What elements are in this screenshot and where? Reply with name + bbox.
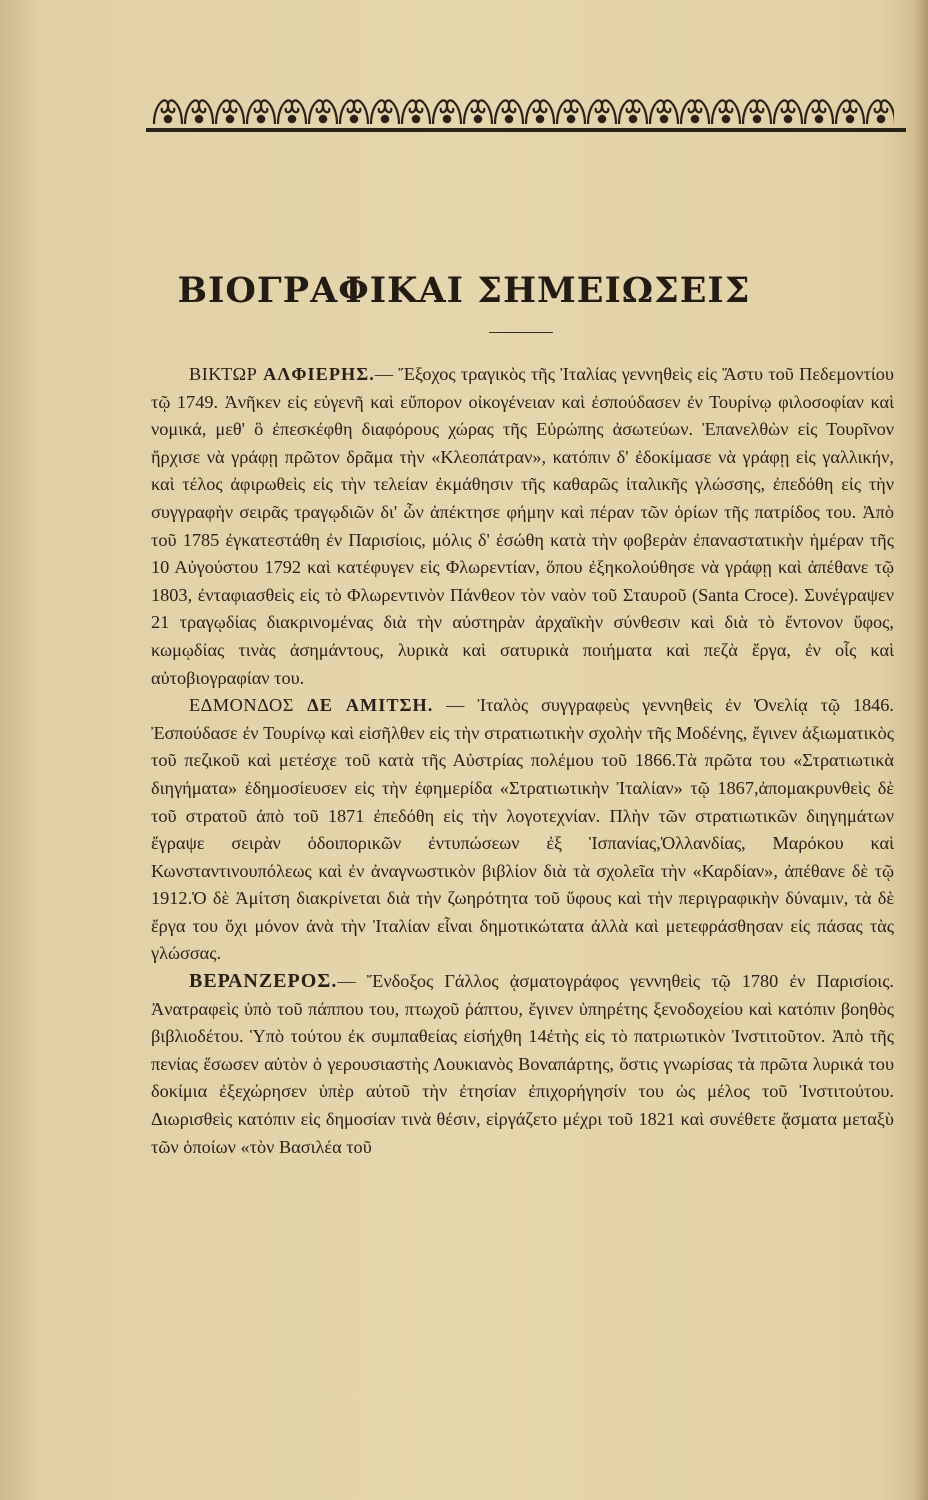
entry-text: — Ἔνδοξος Γάλλος ᾀσματογράφος γεννηθεὶς τῷ 1780 ἐν Παρισίοις. Ἀνατραφεὶς ὑπὸ τοῦ πάππου του, πτωχοῦ ῥάπτου, ἔγινεν ὑπηρέτης ξενοδοχείου καὶ κατόπιν βοηθὸς βιβλιοδέτου. Ὑπὸ τούτου ἐκ συμπαθείας εἰσήχθη 14ἐτὴς εἰς τὸ πατριωτικὸν Ἰνστιτοῦτον. Ἀπὸ τῆς πενίας ἔσωσεν αὐτὸν ὁ γερουσιαστὴς Λουκιανὸς Βοναπάρτης, ὅστις γνωρίσας τὰ πρῶτα λυρικά του δοκίμια ἐξεχώρησεν ὑπὲρ αὐτοῦ τὴν ἐτησίαν ἐπιχορήγησίν του ὡς μέλος τοῦ Ἰνστιτούτου. Διωρισθεὶς κατόπιν εἰς δημοσίαν τινὰ θέσιν, εἰργάζετο μέχρι τοῦ 1821 καὶ συνέθετε ᾄσματα μεταξὺ τῶν ὁποίων «τὸν Βασιλέα τοῦ [151,971,894,1157]
ornament-dot [258,116,264,122]
ornament-dot [568,116,574,122]
ornament-dot [506,116,512,122]
entry-alfieri [151,361,894,692]
ornament-dot [847,116,853,122]
ornament-dot [227,116,233,122]
ornament-dot [723,116,729,122]
ornament-dot [382,116,388,122]
page-title: ΒΙΟΓΡΑΦΙΚΑΙ ΣΗΜΕΙΩΣΕΙΣ [177,270,751,311]
ornament-dot [692,116,698,122]
entry-beranger [151,968,894,1161]
ornament-dot [475,116,481,122]
ornament-dot [785,116,791,122]
ornament-dot [196,116,202,122]
page-edge-shadow [914,0,928,1500]
ornament-dot [537,116,543,122]
entry-text: — Ἔξοχος τραγικὸς τῆς Ἰταλίας γεννηθεὶς εἰς Ἄστυ τοῦ Πεδεμοντίου τῷ 1749. Ἀνῆκεν εἰς εὐγενῆ καὶ εὔπορον οἰκογένειαν καὶ ἐσπούδασεν ἐν Τουρίνῳ φιλοσοφίαν καὶ νομικά, μεθ' ὃ ἐπεσκέφθη διαφόρους χώρας τῆς Εὐρώπης ἀσωτεύων. Ἐπανελθὼν εἰς Τουρῖνον ἤρχισε νὰ γράφῃ πρῶτον δρᾶμα τὴν «Κλεοπάτραν», κατόπιν δ' ἐδοκίμασε νὰ γράφῃ εἰς γαλλικήν, καὶ τέλος ἀφιρωθεὶς εἰς τὴν τελείαν ἐκμάθησιν τῆς καθαρῶς ἰταλικῆς γλώσσης, ἐπεδόθη εἰς τὴν συγγραφὴν σειρᾶς τραγῳδιῶν δι' ὧν ἀπέκτησε φήμην καὶ πέραν τῶν ὁρίων τῆς πατρίδος του. Ἀπὸ τοῦ 1785 ἐγκατεστάθη ἐν Παρισίοις, μόλις δ' ἐσώθη κατὰ τὴν φοβερὰν ἐπαναστατικὴν ἡμέραν τῆς 10 Αὐγούστου 1792 καὶ κατέφυγεν εἰς Φλωρεντίαν, ὅπου ἐξηκολούθησε νὰ γράφῃ καὶ ἀπέθανε τῷ 1803, ἐνταφιασθεὶς εἰς τὸ Φλωρεντινὸν Πάνθεον τὸν ναὸν τοῦ Σταυροῦ (Santa Croce). Συνέγραψεν 21 τραγῳδίας διακρινομένας διὰ τὴν αὐστηρὰν ἀρχαϊκὴν σύνθεσιν καὶ διὰ τὸ ἔντονον ὕφος, κωμῳδίας τινὰς ἀσημάντους, λυρικὰ καὶ σατυρικὰ ποιήματα καὶ πεζὰ ἔργα, ἐν οἷς καὶ αὐτοβιογραφίαν του. [151,364,894,688]
ornament-dot [165,116,171,122]
entry-name-first: ΕΔΜΟΝΔΟΣ [189,695,308,716]
entry-text: — Ἰταλὸς συγγραφεὺς γεννηθεὶς ἐν Ὀνελίᾳ τῷ 1846. Ἐσπούδασε ἐν Τουρίνῳ καὶ εἰσῆλθεν εἰς τὴν στρατιωτικὴν σχολὴν τῆς Μοδένης, ἔγινεν ἀξιωματικὸς τοῦ πεζικοῦ καὶ μετέσχε τοῦ κατὰ τῆς Αὐστρίας πολέμου τοῦ 1866.Τὰ πρῶτα του «Στρατιωτικὰ διηγήματα» ἐδημοσίευσεν εἰς τὴν ἐφημερίδα «Στρατιωτικὴν Ἰταλίαν» τῷ 1867,ἀπομακρυνθεὶς δὲ τοῦ στρατοῦ ἀπὸ τοῦ 1871 ἐπεδόθη εἰς τὴν λογοτεχνίαν. Πλὴν τῶν στρατιωτικῶν διηγημάτων ἔγραψε σειρὰν ὁδοιπορικῶν ἐντυπώσεων ἐξ Ἱσπανίας,Ὁλλανδίας, Μαρόκου καὶ Κωνσταντινουπόλεως καὶ ἐν ἀναγνωστικὸν βιβλίον διὰ τὰ σχολεῖα τὴν «Καρδίαν», ἀπέθανε δὲ τῷ 1912.Ὁ δὲ Ἀμίτση διακρίνεται διὰ τὴν ζωηρότητα τοῦ ὕφους καὶ τὴν περιγραφικὴν δύναμιν, τὰ δὲ ἔργα του ὄχι μόνον ἀνὰ τὴν Ἰταλίαν εἶναι δημοτικώτατα ἀλλὰ καὶ μετεφράσθησαν εἰς πάσας τὰς γλώσσας. [151,695,895,964]
entry-de-amicis [151,692,894,968]
entry-name-last: ΒΕΡΑΝΖΕΡΟΣ. [189,970,338,993]
title-divider [489,332,553,333]
entry-name-first: ΒΙΚΤΩΡ [189,364,264,384]
ornament-dot [289,116,295,122]
ornament-dot [413,116,419,122]
entry-name-last: ΔΕ ΑΜΙΤΣΗ. [307,695,434,716]
ornament-rule [146,128,906,132]
entry-name-last: ΑΛΦΙΕΡΗΣ. [263,364,375,384]
ornament-dot [599,116,605,122]
biography-notes [151,361,894,1161]
ornament-dot [320,116,326,122]
ornament-dot [878,116,884,122]
ornamental-header-band [150,90,894,128]
ornament-dot [754,116,760,122]
ornament-dot [351,116,357,122]
ornament-dot [630,116,636,122]
ornament-dot [444,116,450,122]
ornament-dot [816,116,822,122]
ornament-dot [661,116,667,122]
